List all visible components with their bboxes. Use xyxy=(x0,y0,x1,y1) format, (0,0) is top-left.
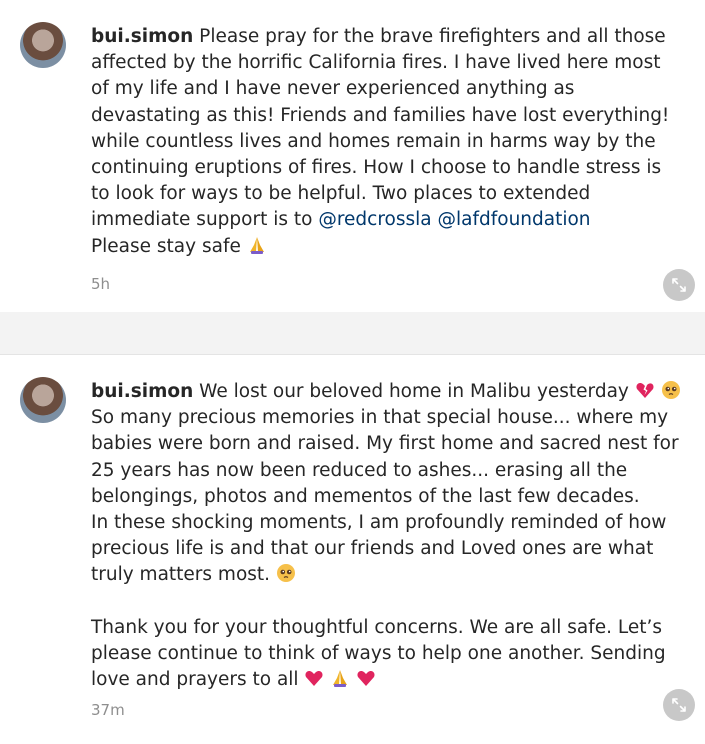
timestamp: 37m xyxy=(91,701,125,719)
expand-button[interactable] xyxy=(663,269,695,301)
username[interactable]: bui.simon xyxy=(91,26,194,47)
comment-body: So many precious memories in that special house... where my babies were born and raised. My first home and sacred nest for 25 years has now been reduced to ashes... erasing all the belongings, photos and mementos of the last few decades. In these shocking moments, I am profoundly reminded of how precious life is and that our friends and Loved ones are what truly matters most. xyxy=(91,407,679,586)
mention-link[interactable]: @redcrossla xyxy=(318,209,432,231)
comment-body: We lost our beloved home in Malibu yesterday xyxy=(193,381,635,402)
timestamp: 5h xyxy=(91,275,111,293)
expand-icon xyxy=(671,277,687,293)
praying-hands-icon xyxy=(330,668,350,688)
comment-body: Thank you for your thoughtful concerns. We are all safe. Let’s please continue to think of ways to help one another. Sending love and prayers to all xyxy=(91,616,666,691)
red-heart-icon xyxy=(356,668,376,688)
broken-heart-icon xyxy=(635,380,655,400)
avatar[interactable] xyxy=(20,377,66,423)
comment-text xyxy=(91,24,681,260)
expand-icon xyxy=(671,697,687,713)
pleading-face-icon xyxy=(661,380,681,400)
username[interactable]: bui.simon xyxy=(91,381,194,402)
avatar[interactable] xyxy=(20,22,66,68)
expand-button[interactable] xyxy=(663,689,695,721)
comment-body: Please pray for the brave firefighters and all those affected by the horrific California fires. I have lived here most of my life and I have never experienced anything as devastating as this! Friends and families have lost everything! while countless lives and homes remain in harms way by the continuing eruptions of fires. How I choose to handle stress is to look for ways to be helpful. Two places to extended immediate support is to xyxy=(91,26,676,231)
comment-card xyxy=(0,0,705,312)
comment-card xyxy=(0,354,705,744)
mention-link[interactable]: @lafdfoundation xyxy=(437,209,591,231)
red-heart-icon xyxy=(304,668,324,688)
pleading-face-icon xyxy=(276,563,296,583)
comment-body: Please stay safe xyxy=(91,235,241,257)
praying-hands-icon xyxy=(247,235,267,255)
comment-text xyxy=(91,379,681,693)
